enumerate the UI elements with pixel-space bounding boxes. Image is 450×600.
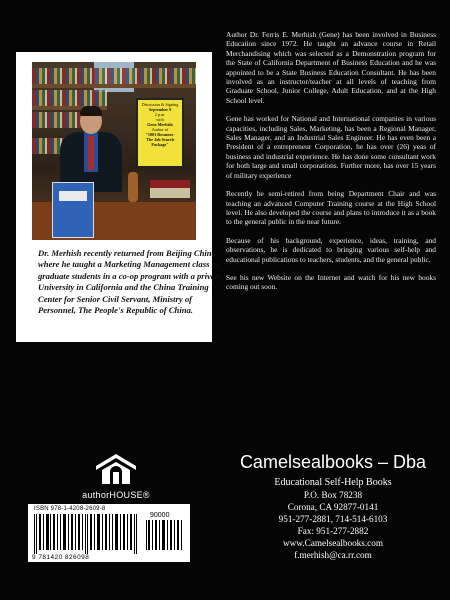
photo-books-row-3 xyxy=(32,112,81,128)
photo-shelf-1 xyxy=(32,84,196,88)
isbn-barcode xyxy=(28,504,190,562)
isbn-text: ISBN 978-1-4208-2609-8 xyxy=(34,506,106,512)
photo-caption: Dr. Merhish recently returned from Beijing China where he taught a Marketing Management class to graduate students in a co-op program with a private University in California and the China Training Center for Senior Civil Servant, Ministry of Personnel, The People's Republic of China. xyxy=(38,248,222,316)
photo-books-row-2 xyxy=(32,90,107,106)
bio-paragraph: Author Dr. Ferris E. Merhish (Gene) has been involved in Business Education since 1972. He taught an advance course in Retail Merchandising which was selected as a Demonstration program for the State of California Department of Business Education and he was appointed to be a State Business Education Consultant. He has been involved as an instructor/teacher at all levels of teaching from Graduate School, Junior College, Adult Education, and at the High School level. xyxy=(226,30,436,105)
logo-text: authorHOUSE® xyxy=(82,490,150,500)
publisher-city: Corona, CA 92877-0141 xyxy=(287,502,379,512)
sign-line: Gene Merhish xyxy=(147,122,173,127)
publisher-website: www.Camelsealbooks.com xyxy=(283,538,383,548)
sign-line: September 9 xyxy=(148,107,172,112)
bio-paragraph: Recently he semi-retired from being Department Chair and was teaching an advanced Computer Training course at the High School level. He also developed the course and plans to introduce it as a book to the general public in the near future. xyxy=(226,189,436,227)
photo-book-front xyxy=(52,182,94,238)
barcode-digits: 9 781420 826098 xyxy=(32,554,90,561)
bio-paragraph: See his new Website on the Internet and watch for his new books coming out soon. xyxy=(226,272,436,292)
author-photo-card xyxy=(16,52,222,342)
photo-book-stack xyxy=(150,188,190,198)
publisher-phone: 951-277-2881, 714-514-6103 xyxy=(278,514,388,524)
barcode-bars-icon xyxy=(34,514,140,554)
sign-line: Package" xyxy=(151,142,169,147)
sign-line: with xyxy=(156,117,164,122)
authorhouse-logo xyxy=(66,452,166,500)
photo-figurine xyxy=(128,172,138,202)
sign-line: "1001 Resumes- xyxy=(145,132,175,137)
person-hair xyxy=(80,106,102,116)
house-logo-icon xyxy=(94,452,138,486)
publisher-fax: Fax: 951-277-2882 xyxy=(297,526,369,536)
person-tie xyxy=(88,136,94,170)
bio-paragraph: Gene has worked for National and International companies in various capacities, including Sales, Marketing, has been a Regional Manager, Sales Manager, and an Industrial Sales Engineer. He has even been a President of a entrepreneur Corporation, he has over (26) yeas of business and industrial experience. He has done some consultant work for both large and small corporations. Further more, has over 15 years of military experience xyxy=(226,114,436,180)
photo-books-row-1 xyxy=(32,68,196,84)
bio-paragraph: Because of his background, experience, ideas, training, and observations, he is dedicated to bringing various self-help and educational publications to teachers, students, and the general public. xyxy=(226,235,436,264)
sign-line: The Job Search xyxy=(146,137,174,142)
author-photo xyxy=(32,62,196,240)
publisher-email: f.merhish@ca.rr.com xyxy=(294,550,372,560)
sign-line: Author of xyxy=(151,127,169,132)
price-barcode-icon xyxy=(146,520,184,550)
sign-line: 2 p.m. xyxy=(154,112,166,117)
author-bio xyxy=(226,30,436,301)
price-code: 90000 xyxy=(150,512,170,519)
photo-book-stack-top xyxy=(150,180,190,188)
publisher-po-box: P.O. Box 78238 xyxy=(303,490,363,500)
publisher-info xyxy=(218,452,448,561)
publisher-name: Camelsealbooks – Dba xyxy=(239,452,427,472)
sign-line: Discussion & Signing xyxy=(141,102,179,107)
publisher-tagline: Educational Self-Help Books xyxy=(274,477,392,488)
event-sign xyxy=(136,98,184,168)
